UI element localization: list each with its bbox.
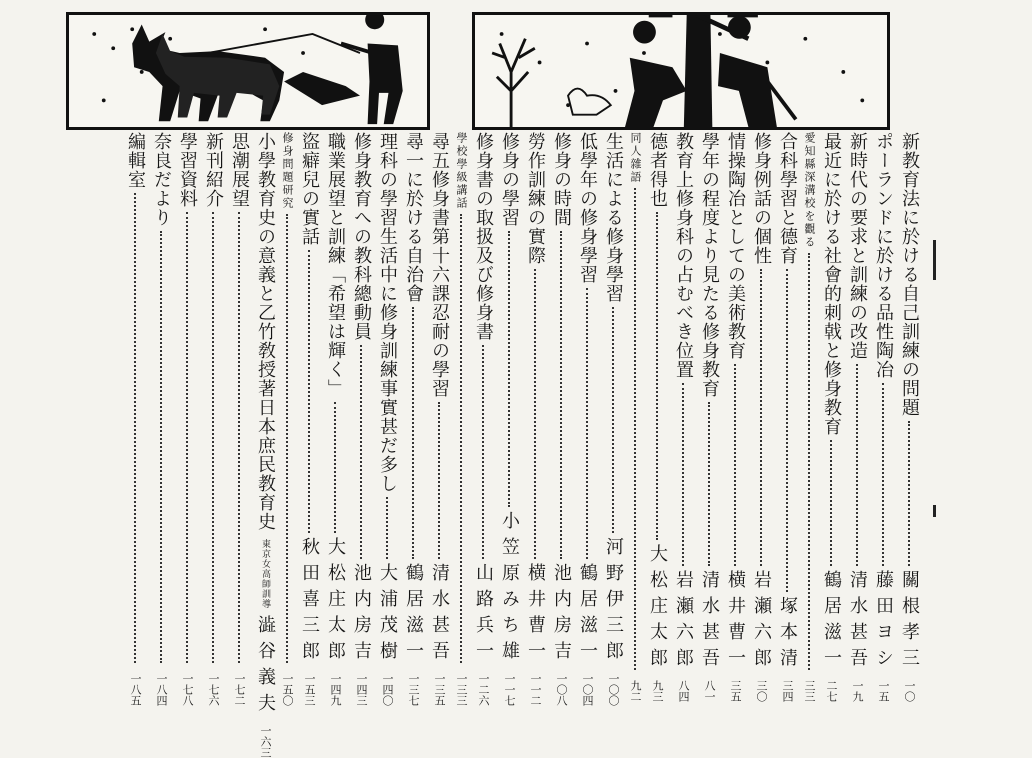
toc-section-label: 同人雜語 (629, 132, 642, 184)
toc-entry[interactable] (374, 132, 400, 706)
dot-leader (808, 253, 810, 670)
toc-entry-title: 職業展望と訓練「希望は輝く」 (325, 132, 346, 398)
dot-leader (830, 440, 832, 566)
toc-page-number: 一七二 (233, 673, 246, 706)
toc-entry-author: 大松庄太郎 (325, 537, 346, 667)
dot-leader (360, 345, 362, 559)
woodcutters-woodcut (472, 12, 890, 130)
toc-page-number: 一四三 (355, 673, 368, 706)
toc-entry-author: 池内房吉 (551, 563, 572, 667)
toc-entry-title: 修身例話の個性 (751, 132, 772, 265)
toc-entry-author: 塚本清 (777, 596, 798, 674)
toc-entry[interactable] (896, 132, 922, 706)
toc-page-number: 三三 (803, 680, 816, 702)
toc-page-number: 一〇 (903, 680, 916, 702)
dot-leader (882, 383, 884, 566)
dot-leader (786, 269, 788, 592)
toc-page-number: 一二六 (477, 673, 490, 706)
toc-entry-title: 教育上修身科の占むべき位置 (673, 132, 694, 379)
toc-page-number: 一〇〇 (607, 673, 620, 706)
toc-entry-author: 小笠原みち雄 (499, 511, 520, 667)
dot-leader (656, 212, 658, 540)
toc-entry-author: 横井曹一 (525, 563, 546, 667)
toc-entry[interactable] (252, 132, 278, 758)
toc-entry[interactable] (574, 132, 600, 706)
dot-leader (634, 188, 636, 670)
toc-entry-title: 編輯室 (125, 132, 146, 189)
toc-page-number: 一五 (877, 680, 890, 702)
dot-leader (412, 307, 414, 559)
dot-leader (708, 402, 710, 566)
toc-entry-author: 大浦茂樹 (377, 563, 398, 667)
toc-entry[interactable] (226, 132, 252, 706)
toc-page-number: 一七八 (181, 673, 194, 706)
toc-entry-title: 奈良だより (151, 132, 172, 227)
toc-page-number: 一六三 (259, 725, 272, 758)
toc-section-heading[interactable] (452, 132, 470, 706)
toc-entry-title: 小學教育史の意義と乙竹敎授著日本庶民教育史 (255, 132, 276, 531)
toc-entry[interactable] (148, 132, 174, 706)
toc-entry-title: 修身教育への教科總動員 (351, 132, 372, 341)
dot-leader (212, 212, 214, 663)
toc-entry[interactable] (818, 132, 844, 706)
toc-entry[interactable] (296, 132, 322, 706)
toc-entry[interactable] (426, 132, 452, 706)
dot-leader (682, 383, 684, 566)
toc-entry-author: 關根孝三 (899, 570, 920, 674)
toc-entry[interactable] (670, 132, 696, 706)
dot-leader (482, 345, 484, 559)
toc-entry-title: 勞作訓練の實際 (525, 132, 546, 265)
table-of-contents (82, 132, 922, 758)
toc-entry-author: 藤田ヨシ (873, 570, 894, 674)
dot-leader (908, 421, 910, 566)
toc-entry-author: 鶴居滋一 (821, 570, 842, 674)
toc-page-number: 一三三 (455, 673, 468, 706)
toc-section-label: 愛知縣深溝校を觀る (803, 132, 816, 249)
toc-entry-title: 合科學習と德育 (777, 132, 798, 265)
toc-entry-title: 新時代の要求と訓練の改造 (847, 132, 868, 360)
dot-leader (460, 214, 462, 663)
toc-entry[interactable] (548, 132, 574, 706)
toc-page-number: 一七六 (207, 673, 220, 706)
dot-leader (334, 402, 336, 533)
dot-leader (612, 307, 614, 533)
dot-leader (134, 193, 136, 663)
toc-page-number: 一三七 (407, 673, 420, 706)
toc-page-number: 一八五 (129, 673, 142, 706)
toc-entry[interactable] (600, 132, 626, 706)
dot-leader (534, 269, 536, 559)
toc-entry-author: 大松庄太郎 (647, 544, 668, 674)
toc-entry-author: 鶴居滋一 (577, 563, 598, 667)
dot-leader (286, 214, 288, 663)
toc-page-number: 三〇 (755, 680, 768, 702)
toc-page-number: 一〇八 (555, 673, 568, 706)
toc-entry-author: 山路兵一 (473, 563, 494, 667)
margin-mark (933, 240, 936, 280)
toc-entry-author: 岩瀬六郎 (751, 570, 772, 674)
dot-leader (438, 402, 440, 559)
toc-entry-author: 清水甚吾 (847, 570, 868, 674)
toc-entry[interactable] (348, 132, 374, 706)
toc-page-number: 一三五 (433, 673, 446, 706)
toc-entry[interactable] (400, 132, 426, 706)
toc-entry[interactable] (870, 132, 896, 706)
toc-page-number: 三五 (729, 680, 742, 702)
toc-entry-author: 池内房吉 (351, 563, 372, 667)
toc-entry-author: 清水甚吾 (699, 570, 720, 674)
toc-entry-title: 思潮展望 (229, 132, 250, 208)
toc-entry-title: 修身の時間 (551, 132, 572, 227)
toc-entry-title: 情操陶冶としての美術教育 (725, 132, 746, 360)
toc-page-number: 一四九 (329, 673, 342, 706)
toc-entry-author: 秋田喜三郎 (299, 537, 320, 667)
toc-entry[interactable] (644, 132, 670, 706)
toc-entry-title: 新教育法に於ける自己訓練の問題 (899, 132, 920, 417)
toc-entry-author: 鶴居滋一 (403, 563, 424, 667)
toc-page-number: 一〇四 (581, 673, 594, 706)
woodcutters-woodcut-art (475, 15, 887, 127)
toc-section-label: 修身問題研究 (281, 132, 294, 210)
dot-leader (586, 288, 588, 559)
toc-section-label: 學校學級講話 (455, 132, 468, 210)
toc-entry[interactable] (748, 132, 774, 706)
toc-page-number: 九二 (629, 680, 642, 702)
toc-entry-title: 盜癖兒の實話 (299, 132, 320, 246)
toc-entry-title: 低學年の修身學習 (577, 132, 598, 284)
toc-page-number: 一八四 (155, 673, 168, 706)
toc-entry-title: 學習資料 (177, 132, 198, 208)
dot-leader (386, 497, 388, 559)
dot-leader (308, 250, 310, 533)
toc-entry[interactable] (722, 132, 748, 706)
toc-entry[interactable] (696, 132, 722, 706)
toc-page-number: 一九 (851, 680, 864, 702)
toc-entry[interactable] (470, 132, 496, 706)
toc-entry-title: 修身書の取扱及び修身書 (473, 132, 494, 341)
toc-page-number: 一五三 (303, 673, 316, 706)
ploughing-woodcut (66, 12, 430, 130)
toc-entry-author: 河野伊三郎 (603, 537, 624, 667)
toc-entry-title: 學年の程度より見たる修身教育 (699, 132, 720, 398)
toc-page-number: 一一二 (529, 673, 542, 706)
toc-entry-title: 新刊紹介 (203, 132, 224, 208)
toc-page-number: 一一七 (503, 673, 516, 706)
dot-leader (760, 269, 762, 566)
toc-entry-note: 東京女高師訓導 (260, 539, 270, 609)
toc-entry-author: 清水甚吾 (429, 563, 450, 667)
toc-entry-title: 理科の學習生活中に修身訓練事實甚だ多し (377, 132, 398, 493)
toc-entry-title: 尋五修身書第十六課忍耐の學習 (429, 132, 450, 398)
toc-entry-title: 最近に於ける社會的刺戟と修身教育 (821, 132, 842, 436)
toc-entry[interactable] (122, 132, 148, 706)
toc-page-number: 三四 (781, 680, 794, 702)
dot-leader (734, 364, 736, 566)
toc-entry-author: 澁谷義夫 (255, 615, 276, 719)
toc-entry-title: 尋一に於ける自治會 (403, 132, 424, 303)
toc-entry-author: 岩瀬六郎 (673, 570, 694, 674)
toc-entry-author: 横井曹一 (725, 570, 746, 674)
toc-page-number: 一四〇 (381, 673, 394, 706)
ploughing-woodcut-art (69, 15, 427, 127)
toc-entry[interactable] (496, 132, 522, 706)
toc-page-number: 八一 (703, 680, 716, 702)
margin-mark (933, 505, 936, 517)
toc-page-number: 九三 (651, 680, 664, 702)
toc-page-number: 二七 (825, 680, 838, 702)
toc-section-heading[interactable] (626, 132, 644, 706)
toc-entry-title: 德者得也 (647, 132, 668, 208)
dot-leader (160, 231, 162, 663)
toc-entry[interactable] (322, 132, 348, 706)
toc-entry[interactable] (174, 132, 200, 706)
toc-page-number: 八四 (677, 680, 690, 702)
toc-entry[interactable] (522, 132, 548, 706)
toc-entry[interactable] (844, 132, 870, 706)
toc-section-heading[interactable] (800, 132, 818, 706)
dot-leader (560, 231, 562, 559)
toc-entry[interactable] (200, 132, 226, 706)
toc-entry-title: 修身の學習 (499, 132, 520, 227)
dot-leader (508, 231, 510, 507)
toc-entry-title: 生活による修身學習 (603, 132, 624, 303)
dot-leader (238, 212, 240, 663)
toc-section-heading[interactable] (278, 132, 296, 706)
dot-leader (856, 364, 858, 566)
dot-leader (186, 212, 188, 663)
toc-page-number: 一五〇 (281, 673, 294, 706)
toc-entry-title: ポーランドに於ける品性陶冶 (873, 132, 894, 379)
